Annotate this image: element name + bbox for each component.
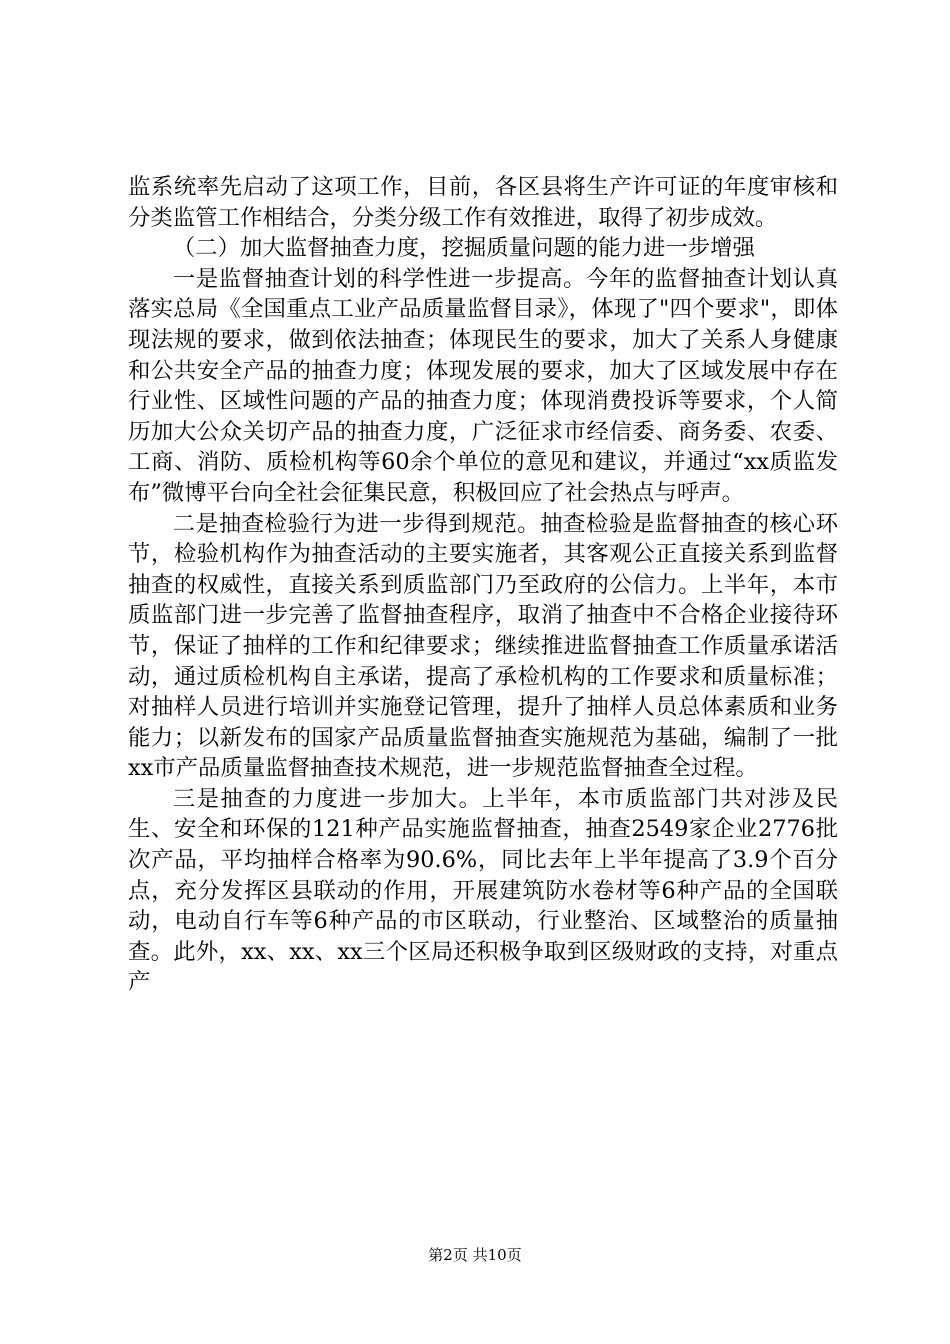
paragraph-2: 一是监督抽查计划的科学性进一步提高。今年的监督抽查计划认真落实总局《全国重点工业产品质量监督目录》，体现了"四个要求"，即体现法规的要求，做到依法抽查；体现民生的要求，加大了关系人身健康和公共安全产品的抽查力度；体现发展的要求，加大了区域发展中存在行业性、区域性问题的产品的抽查力度；体现消费投诉等要求，个人简历加大公众关切产品的抽查力度，广泛征求市经信委、商务委、农委、工商、消防、质检机构等60余个单位的意见和建议，并通过“xx质监发布”微博平台向全社会征集民意，积极回应了社会热点与呼声。: [128, 265, 838, 506]
document-body: [128, 172, 838, 998]
paragraph-4: 三是抽查的力度进一步加大。上半年，本市质监部门共对涉及民生、安全和环保的121种产品实施监督抽查，抽查2549家企业2776批次产品，平均抽样合格率为90.6%，同比去年上半年提高了3.9个百分点，充分发挥区县联动的作用，开展建筑防水卷材等6种产品的全国联动，电动自行车等6种产品的市区联动，行业整治、区域整治的质量抽查。此外，xx、xx、xx三个区局还积极争取到区级财政的支持，对重点产: [128, 785, 838, 996]
section-heading: （二）加大监督抽查力度，挖掘质量问题的能力进一步增强: [172, 235, 755, 262]
page-number-footer: 第2页 共10页: [428, 1246, 522, 1264]
paragraph-1: 监系统率先启动了这项工作，目前，各区县将生产许可证的年度审核和分类监管工作相结合，分类分级工作有效推进，取得了初步成效。: [128, 174, 838, 231]
paragraph-3: 二是抽查检验行为进一步得到规范。抽查检验是监督抽查的核心环节，检验机构作为抽查活动的主要实施者，其客观公正直接关系到监督抽查的权威性，直接关系到质监部门乃至政府的公信力。上半年，本市质监部门进一步完善了监督抽查程序，取消了抽查中不合格企业接待环节，保证了抽样的工作和纪律要求；继续推进监督抽查工作质量承诺活动，通过质检机构自主承诺，提高了承检机构的工作要求和质量标准；对抽样人员进行培训并实施登记管理，提升了抽样人员总体素质和业务能力；以新发布的国家产品质量监督抽查实施规范为基础，编制了一批xx市产品质量监督抽查技术规范，进一步规范监督抽查全过程。: [128, 510, 838, 782]
